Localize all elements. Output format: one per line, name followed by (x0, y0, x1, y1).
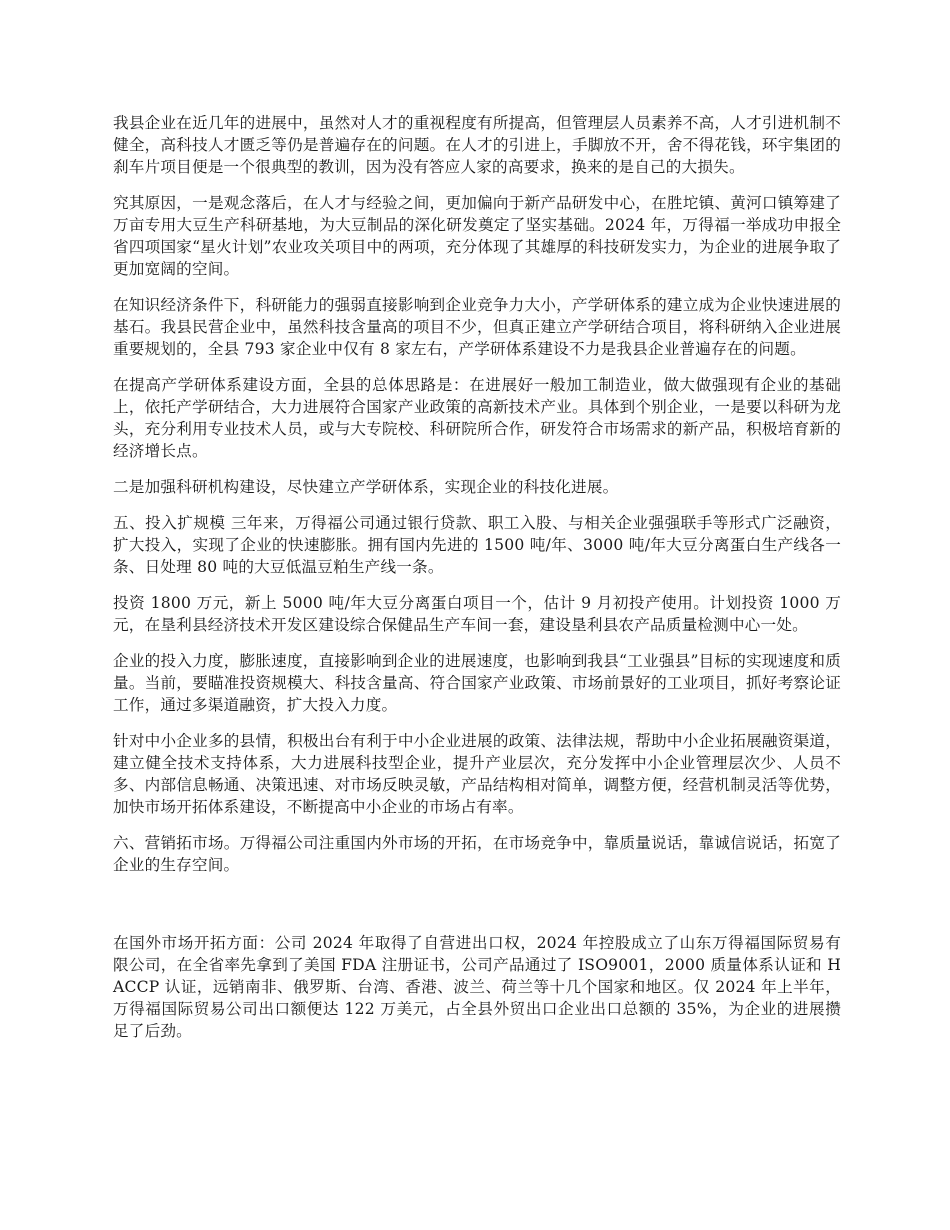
paragraph-investment-scale: 五、投入扩规模 三年来，万得福公司通过银行贷款、职工入股、与相关企业强强联手等形式广泛融资，扩大投入，实现了企业的快速膨胀。拥有国内先进的 1500 吨/年、3000 吨/年大豆分离蛋白生产线各一条、日处理 80 吨的大豆低温豆粕生产线一条。 (113, 514, 841, 576)
paragraph-foreign-markets: 在国外市场开拓方面：公司 2024 年取得了自营进出口权，2024 年控股成立了山东万得福国际贸易有限公司，在全省率先拿到了美国 FDA 注册证书，公司产品通过了 ISO9001，2000 质量体系认证和 HACCP 认证，远销南非、俄罗斯、台湾、香港、波兰、荷兰等十几个国家和地区。仅 2024 年上半年，万得福国际贸易公司出口额便达 122 万美元，占全县外贸出口企业出口总额的 35%，为企业的进展攒足了后劲。 (113, 934, 841, 1040)
section-gap (113, 890, 841, 932)
paragraph-research-institutions: 二是加强科研机构建设，尽快建立产学研体系，实现企业的科技化进展。 (113, 478, 619, 496)
document-body (113, 112, 841, 1056)
paragraph-research-system: 在提高产学研体系建设方面，全县的总体思路是：在进展好一般加工制造业，做大做强现有企业的基础上，依托产学研结合，大力进展符合国家产业政策的高新技术产业。具体到个别企业，一是要以科研为龙头，充分利用专业技术人员，或与大专院校、科研院所合作，研发符合市场需求的新产品，积极培育新的经济增长点。 (113, 376, 841, 460)
paragraph-root-causes: 究其原因，一是观念落后，在人才与经验之间，更加偏向于新产品研发中心，在胜坨镇、黄河口镇筹建了万亩专用大豆生产科研基地，为大豆制品的深化研发奠定了坚实基础。2024 年，万得福一举成功申报全省四项国家“星火计划”农业攻关项目中的两项，充分体现了其雄厚的科技研发实力，为企业的进展争取了更加宽阔的空间。 (113, 194, 841, 278)
paragraph-talent-problems: 我县企业在近几年的进展中，虽然对人才的重视程度有所提高，但管理层人员素养不高，人才引进机制不健全，高科技人才匮乏等仍是普遍存在的问题。在人才的引进上，手脚放不开，舍不得花钱，环宇集团的刹车片项目便是一个很典型的教训，因为没有答应人家的高要求，换来的是自己的大损失。 (113, 114, 841, 176)
paragraph-marketing: 六、营销拓市场。万得福公司注重国内外市场的开拓，在市场竞争中，靠质量说话，靠诚信说话，拓宽了企业的生存空间。 (113, 834, 841, 874)
paragraph-new-projects: 投资 1800 万元，新上 5000 吨/年大豆分离蛋白项目一个，估计 9 月初投产使用。计划投资 1000 万元，在垦利县经济技术开发区建设综合保健品生产车间一套，建设垦利县农产品质量检测中心一处。 (113, 594, 841, 634)
paragraph-sme-policy: 针对中小企业多的县情，积极出台有利于中小企业进展的政策、法律法规，帮助中小企业拓展融资渠道，建立健全技术支持体系，大力进展科技型企业，提升产业层次，充分发挥中小企业管理层次少、人员不多、内部信息畅通、决策迅速、对市场反映灵敏，产品结构相对简单，调整方便，经营机制灵活等优势，加快市场开拓体系建设，不断提高中小企业的市场占有率。 (113, 732, 841, 816)
paragraph-investment-intensity: 企业的投入力度，膨胀速度，直接影响到企业的进展速度，也影响到我县“工业强县”目标的实现速度和质量。当前，要瞄准投资规模大、科技含量高、符合国家产业政策、市场前景好的工业项目，抓好考察论证工作，通过多渠道融资，扩大投入力度。 (113, 652, 841, 714)
paragraph-knowledge-economy: 在知识经济条件下，科研能力的强弱直接影响到企业竞争力大小，产学研体系的建立成为企业快速进展的基石。我县民营企业中，虽然科技含量高的项目不少，但真正建立产学研结合项目，将科研纳入企业进展重要规划的，全县 793 家企业中仅有 8 家左右，产学研体系建设不力是我县企业普遍存在的问题。 (113, 296, 841, 358)
